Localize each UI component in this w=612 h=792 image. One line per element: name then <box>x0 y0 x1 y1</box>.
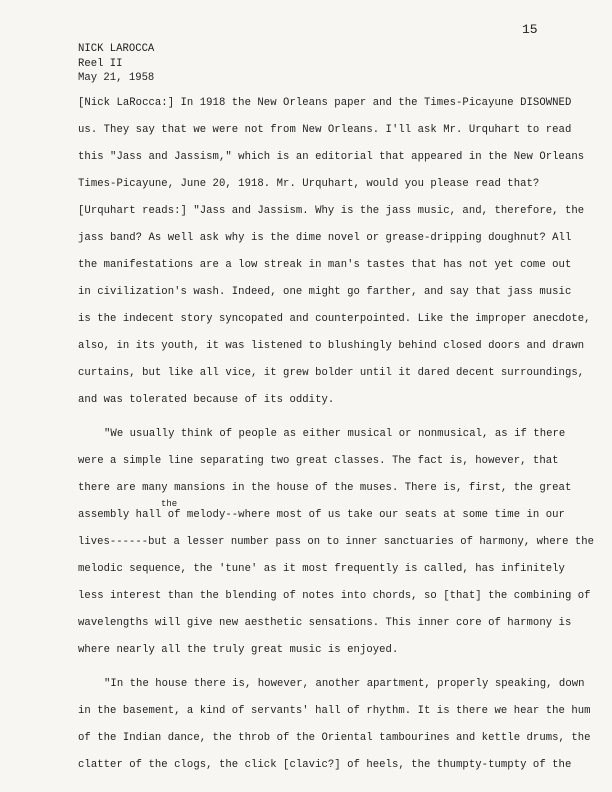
body-line: is the indecent story syncopated and counterpointed. Like the improper anecdote, <box>78 313 591 325</box>
body-line: less interest than the blending of notes into chords, so [that] the combining of <box>78 590 591 602</box>
body-line: "In the house there is, however, another apartment, properly speaking, down <box>104 678 585 690</box>
header-date: May 21, 1958 <box>78 72 155 84</box>
body-line: melodic sequence, the 'tune' as it most frequently is called, has infinitely <box>78 563 565 575</box>
body-line: lives------but a lesser number pass on to inner sanctuaries of harmony, where the <box>78 536 594 548</box>
body-line: also, in its youth, it was listened to blushingly behind closed doors and drawn <box>78 340 585 352</box>
interlinear-insert: the <box>161 499 178 509</box>
body-line: wavelengths will give new aesthetic sensations. This inner core of harmony is <box>78 617 572 629</box>
body-line: were a simple line separating two great classes. The fact is, however, that <box>78 455 559 467</box>
body-line: jass band? As well ask why is the dime novel or grease-dripping doughnut? All <box>78 232 572 244</box>
document-header <box>78 42 154 86</box>
body-line: Times-Picayune, June 20, 1918. Mr. Urquhart, would you please read that? <box>78 178 540 190</box>
body-line: in civilization's wash. Indeed, one might go farther, and say that jass music <box>78 286 572 298</box>
body-line: [Urquhart reads:] "Jass and Jassism. Why is the jass music, and, therefore, the <box>78 205 585 217</box>
body-line: "We usually think of people as either musical or nonmusical, as if there <box>104 428 566 440</box>
body-line: us. They say that we were not from New Orleans. I'll ask Mr. Urquhart to read <box>78 124 572 136</box>
body-line: clatter of the clogs, the click [clavic?] of heels, the thumpty-tumpty of the <box>78 759 572 771</box>
body-line: where nearly all the truly great music is enjoyed. <box>78 644 399 656</box>
body-line: curtains, but like all vice, it grew bolder until it dared decent surroundings, <box>78 367 585 379</box>
header-name: NICK LAROCCA <box>78 43 155 55</box>
header-reel: Reel II <box>78 57 123 70</box>
body-line: and was tolerated because of its oddity. <box>78 394 335 406</box>
page-number: 15 <box>522 22 538 37</box>
body-line: there are many mansions in the house of the muses. There is, first, the great <box>78 482 572 494</box>
body-line: of the Indian dance, the throb of the Oriental tambourines and kettle drums, the <box>78 732 591 744</box>
body-line: assembly hall of melody--where most of us take our seats at some time in our <box>78 509 565 521</box>
body-line: this "Jass and Jassism," which is an editorial that appeared in the New Orleans <box>78 151 585 163</box>
body-line: [Nick LaRocca:] In 1918 the New Orleans paper and the Times-Picayune DISOWNED <box>78 97 572 109</box>
body-line: the manifestations are a low streak in man's tastes that has not yet come out <box>78 259 572 271</box>
body-line: in the basement, a kind of servants' hall of rhythm. It is there we hear the hum <box>78 705 591 717</box>
